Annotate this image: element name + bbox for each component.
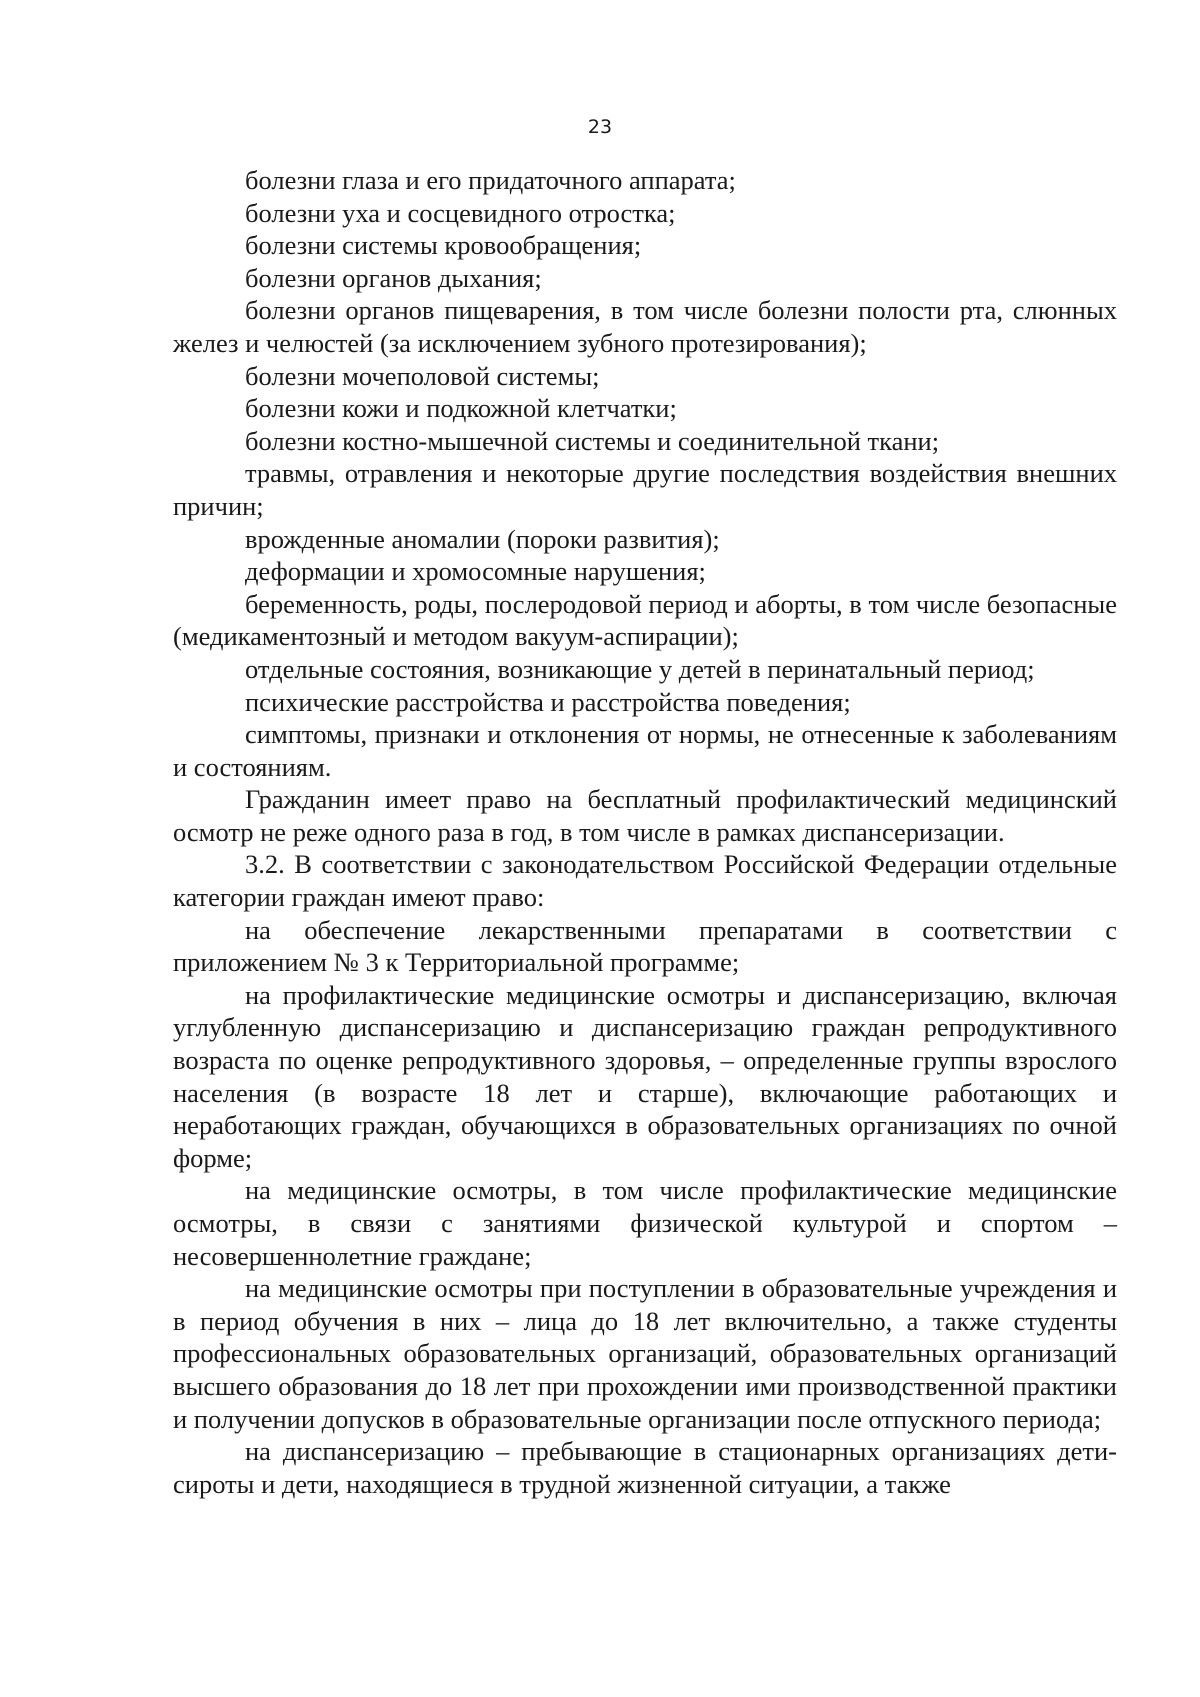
paragraph: болезни органов дыхания; [245, 262, 542, 293]
paragraph: на профилактические медицинские осмотры и диспансеризацию, включая углубленную диспансеризацию и диспансеризацию граждан репродуктивного возраста по оценке репродуктивного здоровья, – определенные группы взрослого населения (в возрасте 18 лет и старше), включающие работающих и неработающих граждан, обучающихся в образовательных организациях по очной форме; [173, 979, 1117, 1173]
document-body [173, 164, 1117, 1500]
paragraph: болезни мочеполовой системы; [245, 360, 600, 391]
paragraph: болезни органов пищеварения, в том числе болезни полости рта, слюнных желез и челюстей (за исключением зубного протезирования); [173, 295, 1117, 358]
paragraph: травмы, отравления и некоторые другие последствия воздействия внешних причин; [173, 458, 1117, 521]
paragraph: отдельные состояния, возникающие у детей в перинатальный период; [245, 653, 1035, 684]
paragraph: 3.2. В соответствии с законодательством Российской Федерации отдельные категории граждан имеют право: [173, 849, 1117, 913]
paragraph: на обеспечение лекарственными препаратами в соответствии с приложением № 3 к Территориальной программе; [173, 914, 1117, 978]
paragraph: болезни кожи и подкожной клетчатки; [245, 393, 677, 424]
paragraph: на медицинские осмотры, в том числе профилактические медицинские осмотры, в связи с занятиями физической культурой и спортом – несовершеннолетние граждане; [173, 1175, 1117, 1271]
paragraph: болезни глаза и его придаточного аппарата; [245, 165, 736, 195]
paragraph: на медицинские осмотры при поступлении в образовательные учреждения и в период обучения в них – лица до 18 лет включительно, а также студенты профессиональных образовательных организаций, образовательных организаций высшего образования до 18 лет при прохождении ими производственной практики и получении допусков в образовательные организации после отпускного периода; [173, 1273, 1117, 1434]
paragraph: деформации и хромосомные нарушения; [245, 556, 706, 587]
paragraph: болезни уха и сосцевидного отростка; [245, 197, 676, 228]
page-number: 23 [587, 116, 613, 138]
paragraph: болезни костно-мышечной системы и соединительной ткани; [245, 425, 940, 456]
paragraph: на диспансеризацию – пребывающие в стационарных организациях дети-сироты и дети, находящиеся в трудной жизненной ситуации, а также [173, 1436, 1117, 1499]
paragraph: симптомы, признаки и отклонения от нормы, не отнесенные к заболеваниям и состояниям. [173, 719, 1117, 782]
paragraph: врожденные аномалии (пороки развития); [245, 523, 720, 554]
paragraph: Гражданин имеет право на бесплатный профилактический медицинский осмотр не реже одного раза в год, в том числе в рамках диспансеризации. [173, 784, 1117, 847]
paragraph: психические расстройства и расстройства поведения; [245, 686, 851, 717]
paragraph: болезни системы кровообращения; [245, 230, 642, 261]
paragraph: беременность, роды, послеродовой период и аборты, в том числе безопасные (медикаментозный и методом вакуум-аспирации); [173, 588, 1117, 652]
